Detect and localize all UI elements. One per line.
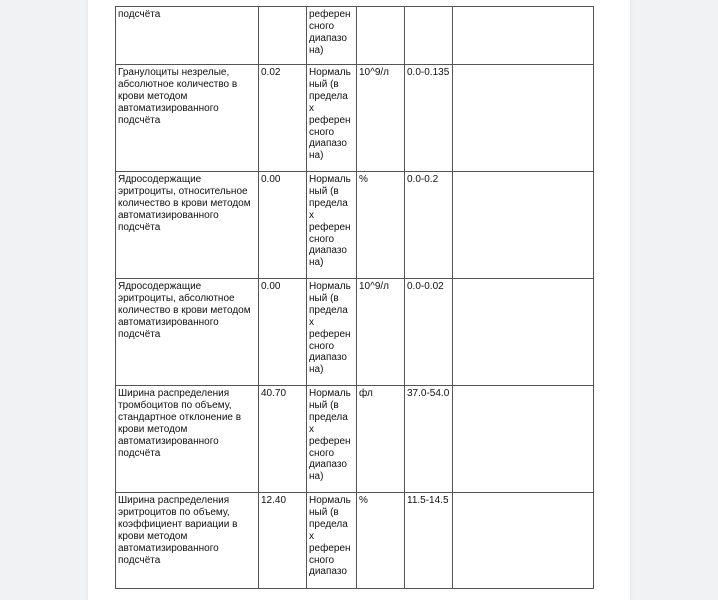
note-line: предела: [309, 90, 348, 102]
test-name-cell: Гранулоциты незрелые, абсолютное количество в крови методом автоматизированного подсчёта: [116, 65, 259, 172]
note-line: сного: [309, 447, 335, 459]
test-name-cell: подсчёта: [116, 7, 259, 65]
note-line: диапазо: [309, 32, 347, 44]
unit-cell: %: [357, 493, 405, 589]
test-name-cell: Ядросодержащие эритроциты, абсолютное количество в крови методом автоматизированного подсчёта: [116, 279, 259, 386]
reference-range-cell: 11.5-14.5: [405, 493, 453, 589]
test-name-cell: Ширина распределения эритроцитов по объему, коэффициент вариации в крови методом автоматизированного подсчёта: [116, 493, 259, 589]
unit-cell: [357, 7, 405, 65]
table-row: [116, 7, 594, 65]
result-value-cell: 0.02: [259, 65, 307, 172]
test-name-cell: Ядросодержащие эритроциты, относительное количество в крови методом автоматизированного подсчёта: [116, 172, 259, 279]
note-line: Нормаль: [309, 495, 351, 506]
note-line: х: [309, 530, 314, 542]
note-line: сного: [309, 126, 335, 138]
note-line: на): [309, 471, 324, 483]
note-line: референ: [309, 328, 351, 340]
table-row: [116, 279, 594, 386]
note-line: Нормаль: [309, 67, 351, 78]
note-line: предела: [309, 197, 348, 209]
unit-cell: %: [357, 172, 405, 279]
note-line: референ: [309, 9, 351, 20]
note-line: Нормаль: [309, 281, 351, 292]
note-line: сного: [309, 340, 335, 352]
note-line: х: [309, 423, 314, 435]
lab-results-table: [115, 6, 594, 589]
note-line: ный (в: [309, 292, 339, 304]
result-note-cell: [307, 386, 357, 493]
comment-cell: [453, 65, 594, 172]
result-note-cell: [307, 172, 357, 279]
result-value-cell: [259, 7, 307, 65]
table-row: [116, 493, 594, 589]
comment-cell: [453, 386, 594, 493]
note-line: сного: [309, 233, 335, 245]
note-line: референ: [309, 221, 351, 233]
note-line: диапазо: [309, 459, 347, 471]
note-line: референ: [309, 542, 351, 554]
note-line: ный (в: [309, 399, 339, 411]
note-line: х: [309, 102, 314, 114]
result-note-cell: [307, 493, 357, 589]
unit-cell: 10^9/л: [357, 65, 405, 172]
note-line: ный (в: [309, 506, 339, 518]
note-line: предела: [309, 411, 348, 423]
reference-range-cell: 0.0-0.2: [405, 172, 453, 279]
table-row: [116, 65, 594, 172]
note-line: Нормаль: [309, 388, 351, 399]
note-line: на): [309, 150, 324, 162]
note-line: предела: [309, 518, 348, 530]
note-line: Нормаль: [309, 174, 351, 185]
comment-cell: [453, 172, 594, 279]
comment-cell: [453, 7, 594, 65]
note-line: х: [309, 316, 314, 328]
comment-cell: [453, 493, 594, 589]
table-row: [116, 172, 594, 279]
note-line: референ: [309, 435, 351, 447]
note-line: сного: [309, 554, 335, 566]
test-name-cell: Ширина распределения тромбоцитов по объему, стандартное отклонение в крови методом автоматизированного подсчёта: [116, 386, 259, 493]
note-line: на): [309, 364, 324, 376]
note-line: предела: [309, 304, 348, 316]
result-value-cell: 0.00: [259, 172, 307, 279]
result-value-cell: 0.00: [259, 279, 307, 386]
note-line: х: [309, 209, 314, 221]
note-line: диапазо: [309, 245, 347, 257]
result-note-cell: [307, 7, 357, 65]
note-line: диапазо: [309, 138, 347, 150]
reference-range-cell: 37.0-54.0: [405, 386, 453, 493]
note-line: референ: [309, 114, 351, 126]
note-line: диапазо: [309, 352, 347, 364]
table-row: [116, 386, 594, 493]
reference-range-cell: 0.0-0.02: [405, 279, 453, 386]
result-value-cell: 12.40: [259, 493, 307, 589]
result-note-cell: [307, 65, 357, 172]
unit-cell: 10^9/л: [357, 279, 405, 386]
note-line: на): [309, 257, 324, 269]
result-note-cell: [307, 279, 357, 386]
reference-range-cell: 0.0-0.135: [405, 65, 453, 172]
reference-range-cell: [405, 7, 453, 65]
note-line: ный (в: [309, 185, 339, 197]
note-line: диапазо: [309, 566, 347, 578]
note-line: ный (в: [309, 78, 339, 90]
result-value-cell: 40.70: [259, 386, 307, 493]
note-line: на): [309, 44, 324, 56]
document-page: [88, 0, 630, 600]
note-line: сного: [309, 20, 335, 32]
unit-cell: фл: [357, 386, 405, 493]
comment-cell: [453, 279, 594, 386]
